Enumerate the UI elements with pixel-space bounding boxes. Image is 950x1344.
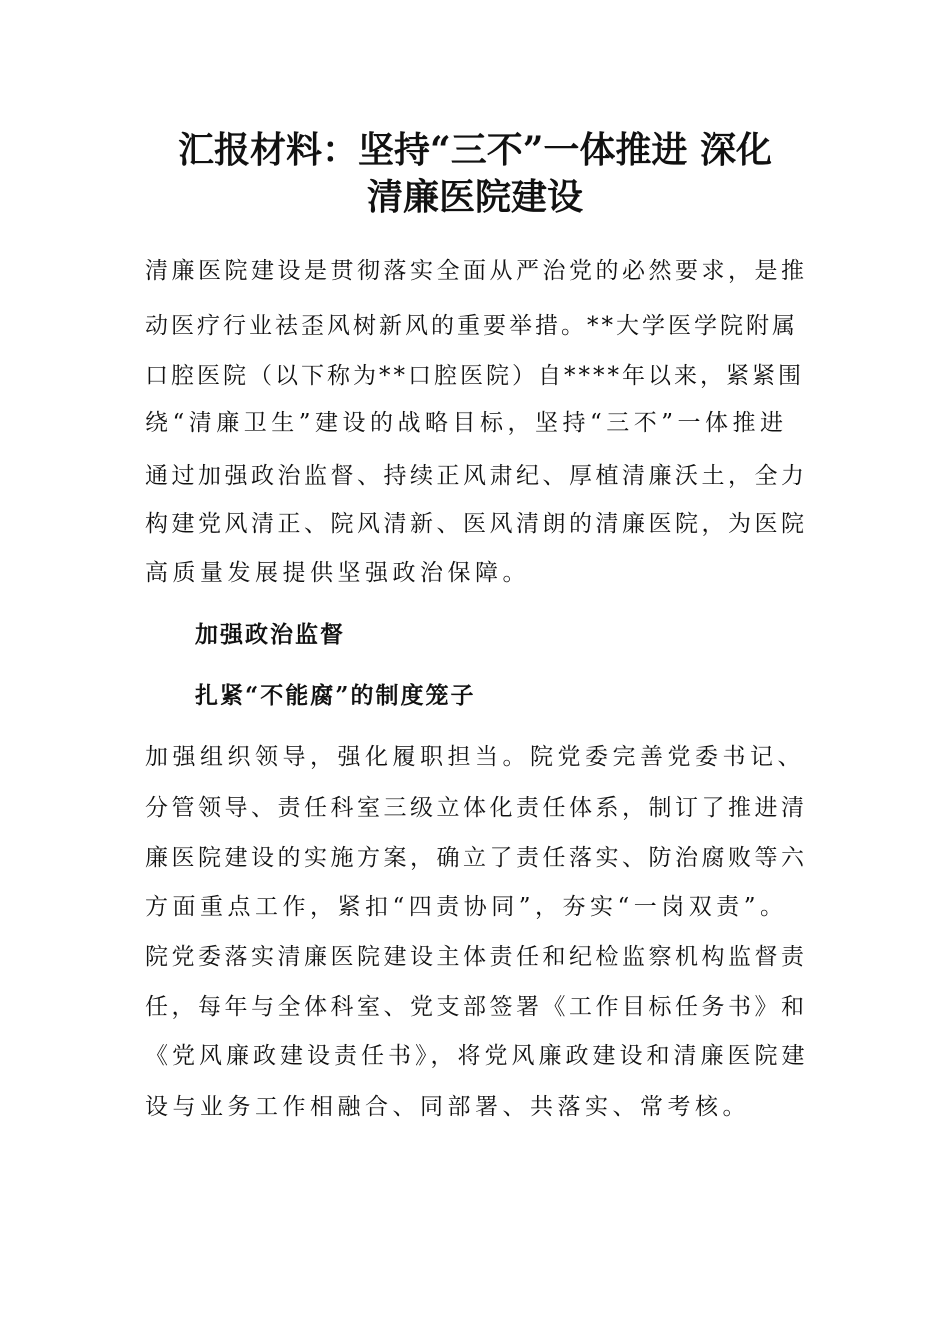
body-line: 设与业务工作相融合、同部署、共落实、常考核。 [145, 1094, 750, 1120]
section-heading: 加强政治监督 [195, 621, 345, 648]
body-line: 《党风廉政建设责任书》，将党风廉政建设和清廉医院建 [145, 1043, 809, 1069]
subsection-heading: 扎紧“不能腐”的制度笼子 [195, 682, 476, 709]
body-line: 任，每年与全体科室、党支部签署《工作目标任务书》和 [145, 994, 808, 1020]
document-title-line-2: 清廉医院建设 [366, 176, 583, 218]
intro-line: 通过加强政治监督、持续正风肃纪、厚植清廉沃土，全力 [145, 463, 808, 489]
body-line: 分管领导、责任科室三级立体化责任体系，制订了推进清 [145, 795, 808, 821]
intro-line: 清廉医院建设是贯彻落实全面从严治党的必然要求，是推 [145, 258, 808, 284]
intro-line: 高质量发展提供坚强政治保障。 [145, 560, 530, 586]
document-title-line-1: 汇报材料：坚持“三不”一体推进 深化 [178, 129, 772, 171]
body-line: 院党委落实清廉医院建设主体责任和纪检监察机构监督责 [145, 944, 808, 970]
body-line: 廉医院建设的实施方案，确立了责任落实、防治腐败等六 [145, 845, 808, 871]
body-line: 加强组织领导，强化履职担当。院党委完善党委书记、 [145, 744, 805, 770]
body-line: 方面重点工作，紧扣“四责协同”，夯实“一岗双责”。 [145, 894, 788, 920]
intro-line: 口腔医院（以下称为**口腔医院）自****年以来，紧紧围 [145, 363, 804, 389]
intro-line: 构建党风清正、院风清新、医风清朗的清廉医院，为医院 [145, 511, 808, 537]
intro-line: 绕“清廉卫生”建设的战略目标，坚持“三不”一体推进 [145, 410, 788, 436]
intro-line: 动医疗行业祛歪风树新风的重要举措。**大学医学院附属 [145, 313, 798, 339]
